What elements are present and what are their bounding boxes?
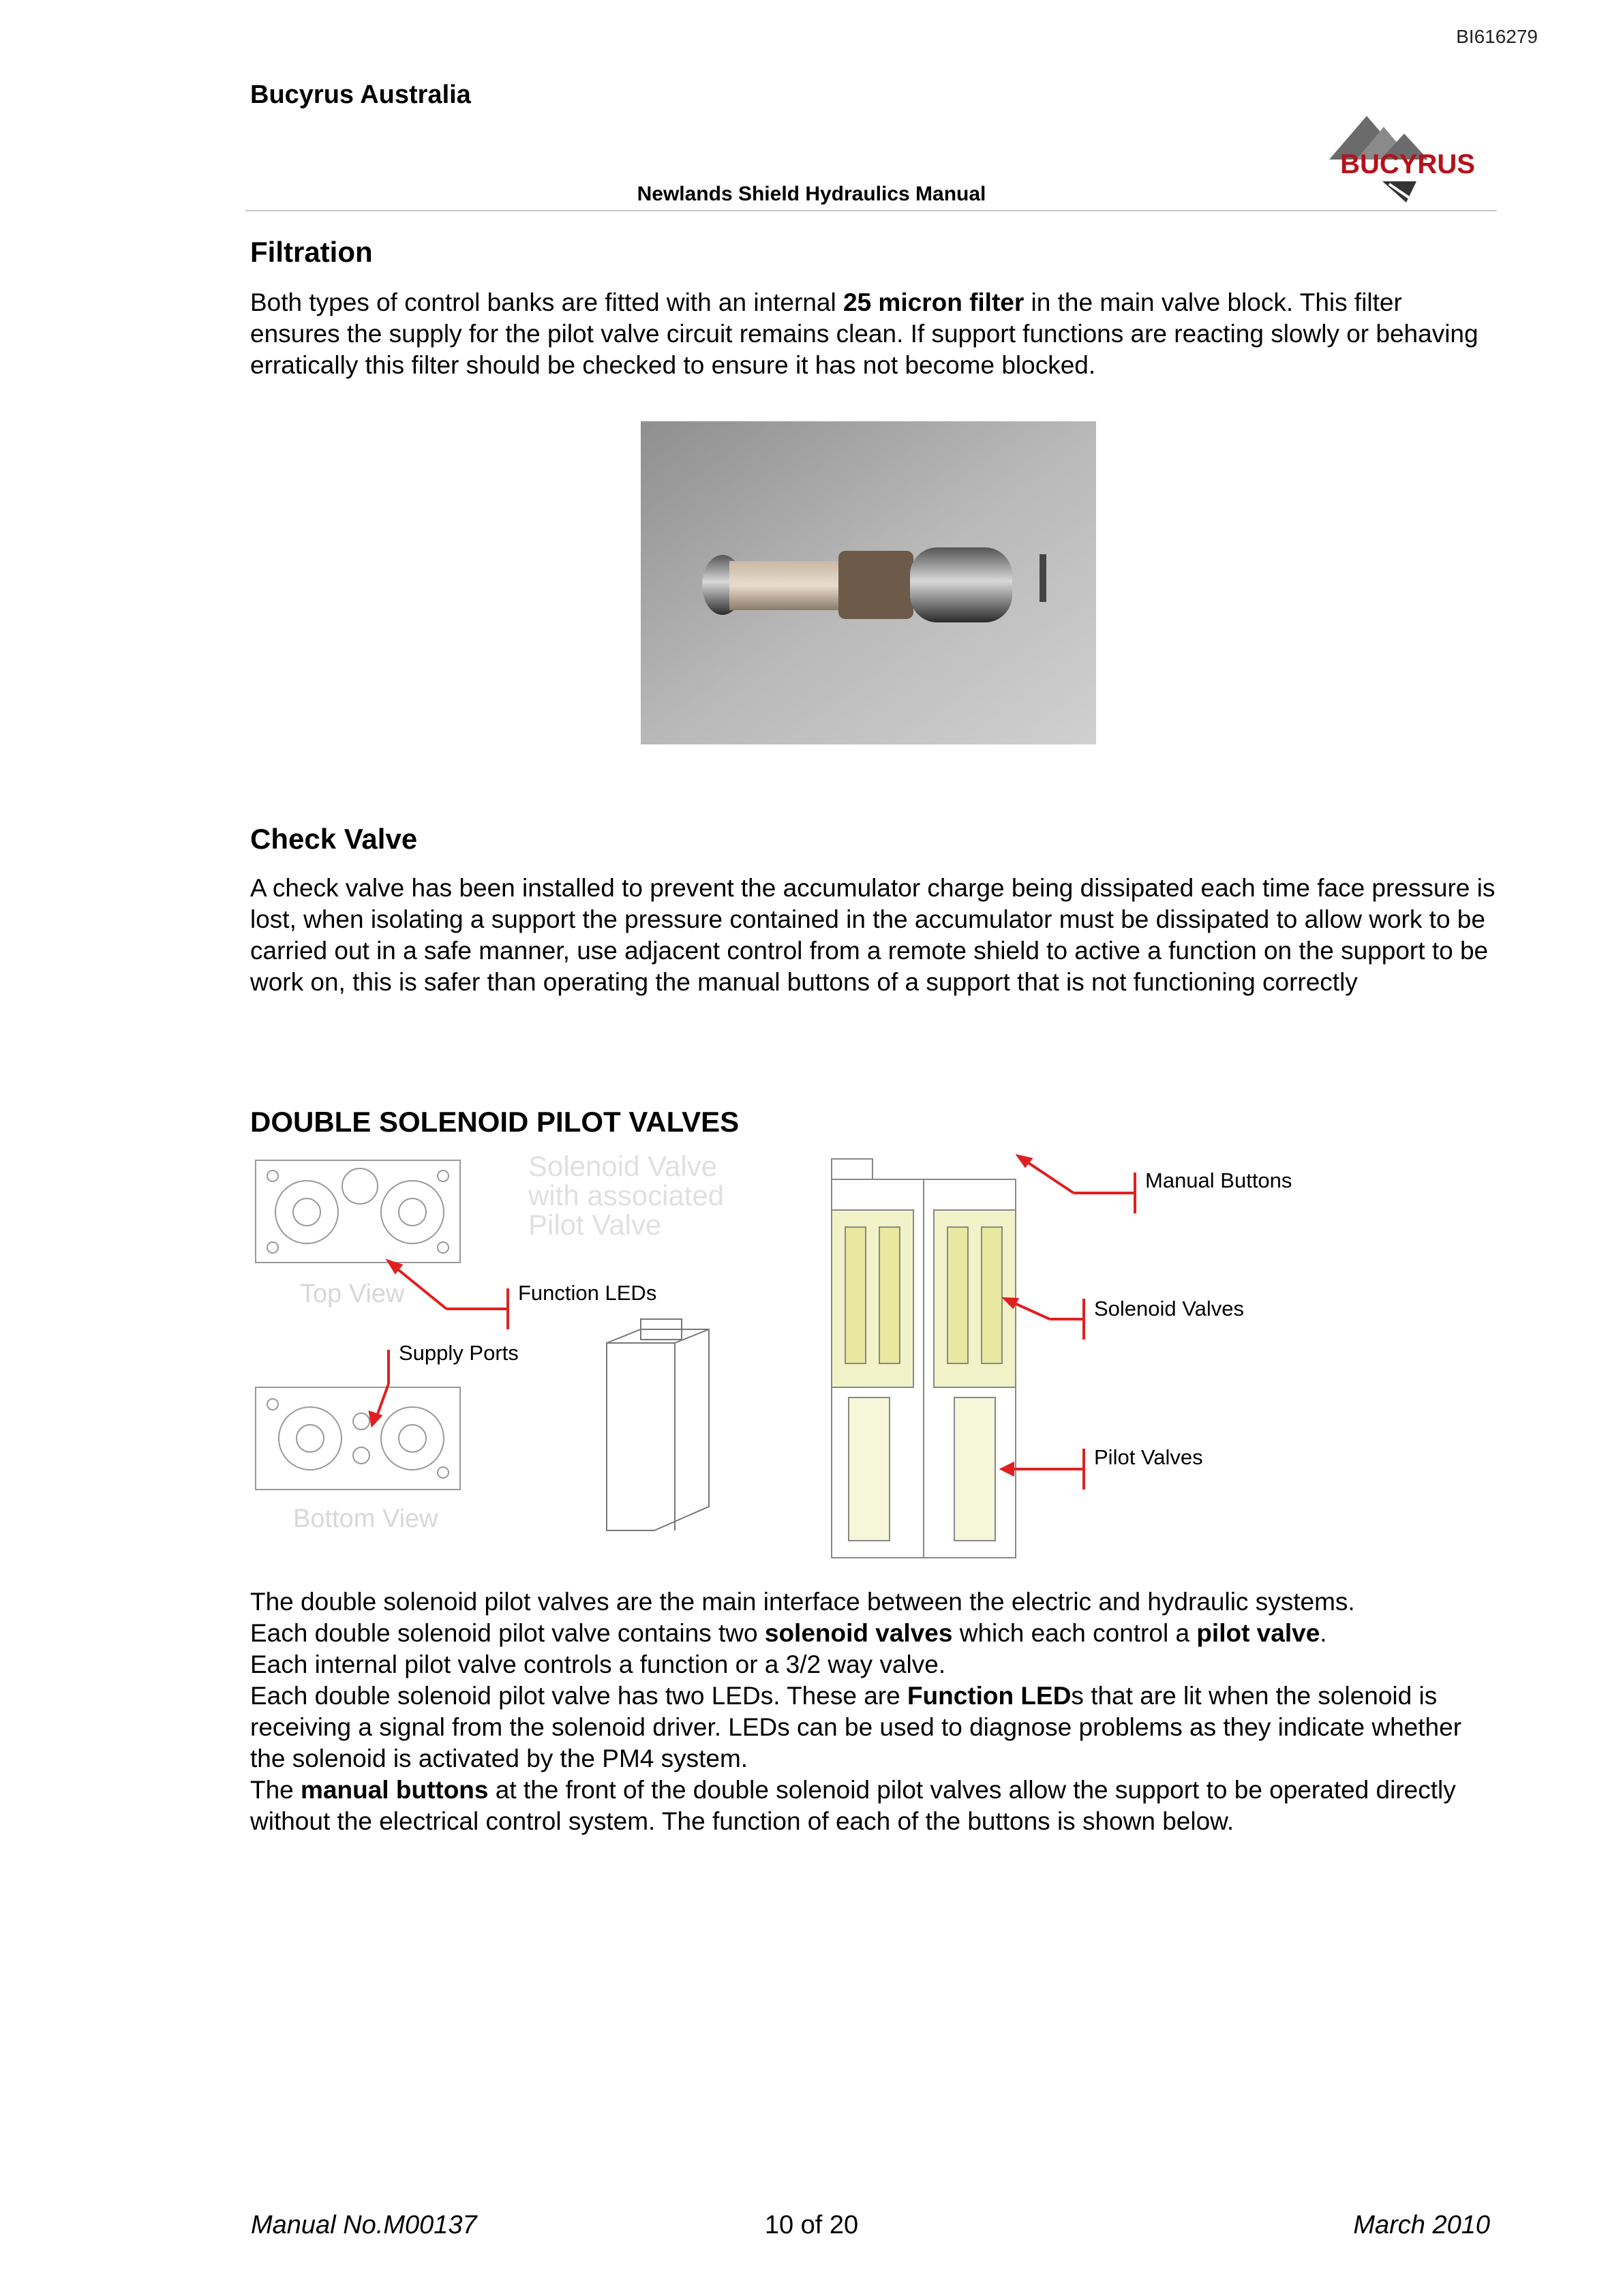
solenoid-paragraph — [250, 1586, 1498, 1837]
solenoid-caption-2: with associated — [528, 1179, 725, 1211]
bottom-view-label: Bottom View — [293, 1505, 438, 1533]
filtration-text-2: in the main valve block. This filter ensures the supply for the pilot valve circuit remains clean. If support functions are reacting slowly or behaving erratically this filter should be checked to ensure it has not become blocked. — [250, 288, 1478, 379]
svg-text:BUCYRUS: BUCYRUS — [1340, 149, 1475, 179]
company-name: Bucyrus Australia — [250, 80, 471, 109]
check-valve-paragraph: A check valve has been installed to prevent the accumulator charge being dissipated each time face pressure is lost, when isolating a support the pressure contained in the accumulator must be dissipated to allow work to be carried out in a safe manner, use adjacent control from a remote shield to active a function on the support to be work on, this is safer than operating the manual buttons of a support that is not functioning correctly — [250, 874, 1496, 996]
callout-function-leds: Function LEDs — [518, 1281, 657, 1305]
top-view-label: Top View — [300, 1280, 405, 1308]
solenoid-line-2: Each double solenoid pilot valve contains two solenoid valves which each control a pilot valve. — [250, 1619, 1327, 1647]
header-divider — [245, 210, 1497, 211]
filtration-text-bold: 25 micron filter — [843, 288, 1025, 316]
callout-pilot-valves: Pilot Valves — [1094, 1445, 1203, 1469]
callout-supply-ports: Supply Ports — [399, 1341, 519, 1365]
solenoid-line-4: Each double solenoid pilot valve has two LEDs. These are Function LEDs that are lit when the solenoid is receiving a signal from the solenoid driver. LEDs can be used to diagnose problems as they indicate whether the solenoid is activated by the PM4 system. — [250, 1682, 1462, 1772]
filtration-heading: Filtration — [250, 236, 373, 268]
solenoid-caption-3: Pilot Valve — [528, 1209, 662, 1241]
callout-manual-buttons: Manual Buttons — [1145, 1168, 1292, 1192]
isometric-drawing — [607, 1319, 709, 1530]
top-view-drawing — [256, 1160, 460, 1263]
footer-page-number: 10 of 20 — [764, 2211, 859, 2239]
footer-date: March 2010 — [1353, 2211, 1490, 2239]
filtration-text-1: Both types of control banks are fitted with an internal — [250, 288, 843, 316]
manual-title: Newlands Shield Hydraulics Manual — [637, 183, 986, 205]
solenoid-line-1: The double solenoid pilot valves are the main interface between the electric and hydraulic systems. — [250, 1588, 1355, 1616]
cross-section-drawing — [832, 1159, 1016, 1558]
solenoid-line-3: Each internal pilot valve controls a function or a 3/2 way valve. — [250, 1650, 946, 1678]
document-id: BI616279 — [1456, 26, 1538, 47]
filtration-paragraph — [250, 287, 1498, 381]
solenoid-heading: DOUBLE SOLENOID PILOT VALVES — [250, 1106, 740, 1138]
bottom-view-drawing — [256, 1387, 460, 1490]
solenoid-valve-diagram — [245, 1145, 1527, 1568]
check-valve-heading: Check Valve — [250, 823, 418, 855]
solenoid-caption-1: Solenoid Valve — [528, 1150, 718, 1182]
filter-photo — [641, 421, 1096, 744]
solenoid-line-5: The manual buttons at the front of the double solenoid pilot valves allow the support to be operated directly without the electrical control system. The function of each of the buttons is shown below. — [250, 1776, 1456, 1835]
callout-solenoid-valves: Solenoid Valves — [1094, 1297, 1245, 1320]
footer-manual-number: Manual No.M00137 — [251, 2211, 477, 2239]
